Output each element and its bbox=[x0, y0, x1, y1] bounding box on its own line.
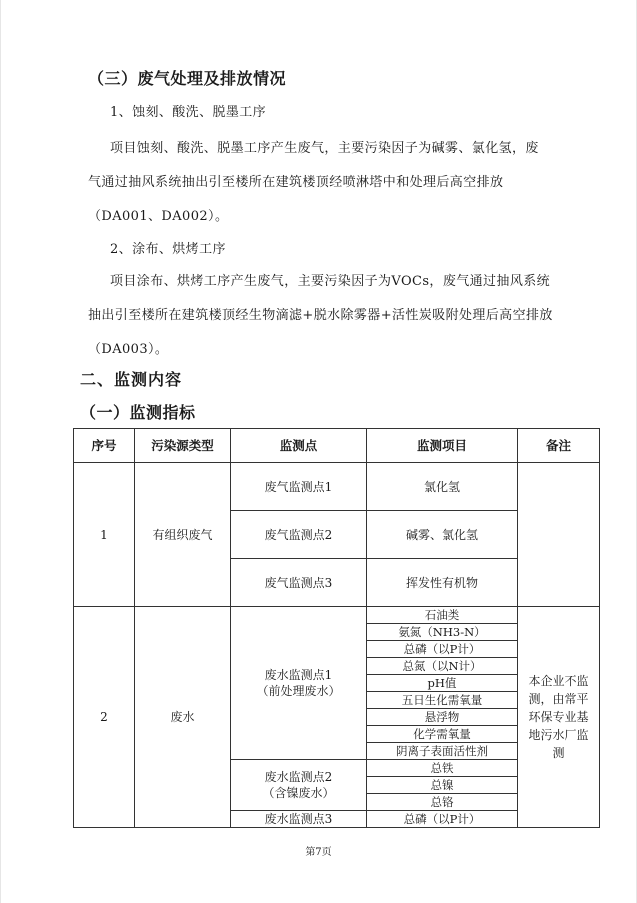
monitoring-point: 废气监测点3 bbox=[231, 559, 367, 607]
paragraph-line: （DA001、DA002）。 bbox=[88, 209, 229, 224]
monitoring-item: 总磷（以P计） bbox=[367, 641, 518, 658]
monitoring-item: 总氮（以N计） bbox=[367, 658, 518, 675]
monitoring-point bbox=[231, 760, 367, 811]
monitoring-item: 阴离子表面活性剂 bbox=[367, 743, 518, 760]
header-point: 监测点 bbox=[231, 429, 367, 463]
section-heading-indicators: （一）监测指标 bbox=[80, 403, 196, 422]
point-desc: （前处理废水） bbox=[256, 684, 341, 698]
paragraph-line: 项目涂布、烘烤工序产生废气，主要污染因子为VOCs，废气通过抽风系统 bbox=[110, 274, 551, 289]
monitoring-point bbox=[231, 607, 367, 760]
monitoring-table bbox=[73, 428, 600, 828]
subheading-coating: 2、涂布、烘烤工序 bbox=[110, 242, 226, 257]
page-number: 第7页 bbox=[305, 847, 332, 858]
paragraph-line: 抽出引至楼所在建筑楼顶经生物滴滤+脱水除雾器+活性炭吸附处理后高空排放 bbox=[88, 308, 553, 323]
monitoring-item: 悬浮物 bbox=[367, 709, 518, 726]
monitoring-item: 挥发性有机物 bbox=[367, 559, 518, 607]
monitoring-item: 总镍 bbox=[367, 777, 518, 794]
paragraph-line: （DA003）。 bbox=[88, 342, 169, 357]
monitoring-point: 废气监测点1 bbox=[231, 463, 367, 511]
remark-line: 测 bbox=[552, 746, 565, 760]
point-name: 废水监测点1 bbox=[264, 668, 333, 682]
row-no: 1 bbox=[74, 463, 135, 607]
monitoring-item: 石油类 bbox=[367, 607, 518, 624]
point-name: 废水监测点2 bbox=[264, 770, 333, 784]
monitoring-item: 化学需氧量 bbox=[367, 726, 518, 743]
monitoring-item: 总铁 bbox=[367, 760, 518, 777]
monitoring-item: 氯化氢 bbox=[367, 463, 518, 511]
monitoring-point: 废气监测点2 bbox=[231, 511, 367, 559]
header-source-type: 污染源类型 bbox=[135, 429, 231, 463]
section-heading-monitoring: 二、监测内容 bbox=[80, 370, 183, 389]
table-header-row bbox=[74, 429, 600, 463]
monitoring-item: pH值 bbox=[367, 675, 518, 692]
remark-line: 地污水厂监 bbox=[528, 728, 589, 742]
remark-line: 本企业不监 bbox=[528, 674, 589, 688]
monitoring-point: 废水监测点3 bbox=[231, 811, 367, 828]
paragraph-line: 气通过抽风系统抽出引至楼所在建筑楼顶经喷淋塔中和处理后高空排放 bbox=[88, 175, 504, 190]
header-remark: 备注 bbox=[518, 429, 600, 463]
monitoring-item: 总磷（以P计） bbox=[367, 811, 518, 828]
remark-line: 测，由常平 bbox=[528, 692, 589, 706]
header-no: 序号 bbox=[74, 429, 135, 463]
point-desc: （含镍废水） bbox=[262, 786, 335, 800]
monitoring-item: 氨氮（NH3-N） bbox=[367, 624, 518, 641]
remark-cell bbox=[518, 463, 600, 607]
row-source-type: 有组织废气 bbox=[135, 463, 231, 607]
monitoring-item: 碱雾、氯化氢 bbox=[367, 511, 518, 559]
remark-cell bbox=[518, 607, 600, 828]
header-item: 监测项目 bbox=[367, 429, 518, 463]
monitoring-item: 总铬 bbox=[367, 794, 518, 811]
subheading-etching: 1、蚀刻、酸洗、脱墨工序 bbox=[110, 105, 267, 120]
row-no: 2 bbox=[74, 607, 135, 828]
row-source-type: 废水 bbox=[135, 607, 231, 828]
table-row bbox=[74, 607, 600, 624]
remark-line: 环保专业基 bbox=[528, 710, 589, 724]
table-row bbox=[74, 463, 600, 511]
paragraph-line: 项目蚀刻、酸洗、脱墨工序产生废气，主要污染因子为碱雾、氯化氢，废 bbox=[110, 141, 539, 156]
section-heading-waste-gas: （三）废气处理及排放情况 bbox=[88, 69, 287, 88]
monitoring-item: 五日生化需氧量 bbox=[367, 692, 518, 709]
